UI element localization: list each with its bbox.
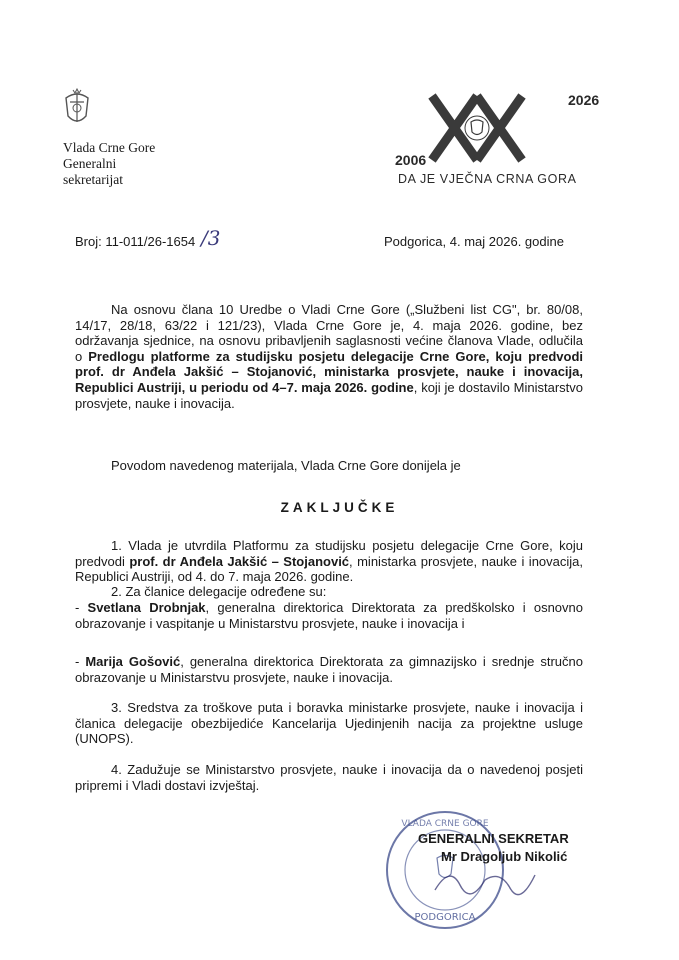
member-1-dash: - (75, 600, 88, 615)
intro-subject: Predlogu platforme za studijsku posjetu delegacije Crne Gore, koju predvodi prof. dr Anđela Jakšić – Stojanović, ministarka prosvjete, nauke i inovacija, Republici Austriji, u periodu od 4–7. maja 2026. godine (75, 348, 583, 395)
conclusion-4: 4. Zadužuje se Ministarstvo prosvjete, nauke i inovacija da o navedenoj posjeti pripremi i Vladi dostavi izvještaj. (75, 762, 583, 793)
member-1-name: Svetlana Drobnjak (87, 600, 206, 615)
conclusion-1-name: prof. dr Anđela Jakšić – Stojanović (129, 553, 350, 569)
handwritten-signature (430, 860, 540, 900)
conclusion-2: 2. Za članice delegacije određene su: (111, 584, 327, 599)
member-2 (75, 654, 583, 685)
intro-text-c: , koji je dostavilo Ministarstvo prosvjete, nauke i inovacija. (75, 379, 584, 411)
handwritten-number: /3 (201, 226, 221, 250)
intro-paragraph (75, 302, 583, 411)
conclusions-heading: ZAKLJUČKE (280, 500, 399, 515)
organization-name (63, 140, 155, 188)
member-2-role: , generalna direktorica Direktorata za gimnazijsko i srednje stručno obrazovanje u Ministarstvu prosvjete, nauke i inovacija. (75, 654, 583, 685)
member-2-dash: - (75, 654, 86, 669)
org-line-3: sekretarijat (63, 172, 123, 187)
document-number: Broj: 11-011/26-1654 (75, 234, 196, 249)
conclusion-1-text-c: , ministarka prosvjete, nauke i inovacija, Republici Austriji, od 4. do 7. maja 2026. godine. (75, 553, 584, 585)
logo-motto: DA JE VJEČNA CRNA GORA (398, 172, 577, 186)
place-date: Podgorica, 4. maj 2026. godine (384, 234, 564, 249)
intro-text-a: Na osnovu člana 10 Uredbe o Vladi Crne Gore („Službeni list CG", br. 80/08, 14/17, 28/18, 63/22 i 121/23), Vlada Crne Gore je, 4. maja 2026. godine, bez održavanja sjednice, na osnovu pribavljenih saglasnosti većine članova Vlade, odlučila o (75, 302, 583, 364)
conclusion-3: 3. Sredstva za troškove puta i boravka ministarke prosvjete, nauke i inovacija i članica delegacije obezbijediće Kancelarija Ujedinjenih nacija za projektne usluge (UNOPS). (75, 700, 583, 747)
seal-text-bottom: PODGORICA (414, 912, 476, 923)
logo-year-left: 2006 (395, 152, 427, 168)
conclusion-1 (75, 538, 583, 585)
org-line-2: Generalni (63, 156, 117, 171)
member-1 (75, 600, 583, 631)
conclusion-1-text-a: 1. Vlada je utvrdila Platformu za studijsku posjetu delegacije Crne Gore, koju predvodi (75, 538, 583, 569)
signatory-name: Mr Dragoljub Nikolić (441, 849, 568, 864)
intro-paragraph-2: Povodom navedenog materijala, Vlada Crne Gore donijela je (111, 458, 461, 473)
seal-text-top: VLADA CRNE GORE (401, 819, 489, 829)
org-line-1: Vlada Crne Gore (63, 140, 156, 155)
member-2-name: Marija Gošović (85, 654, 181, 669)
logo-year-right: 2026 (568, 92, 600, 108)
member-1-role: , generalna direktorica Direktorata za predškolsko i osnovno obrazovanje i vaspitanje u Ministarstvu prosvjete, nauke i inovacija i (75, 600, 583, 631)
coat-of-arms-logo (62, 88, 92, 128)
signatory-title: GENERALNI SEKRETAR (418, 831, 569, 846)
